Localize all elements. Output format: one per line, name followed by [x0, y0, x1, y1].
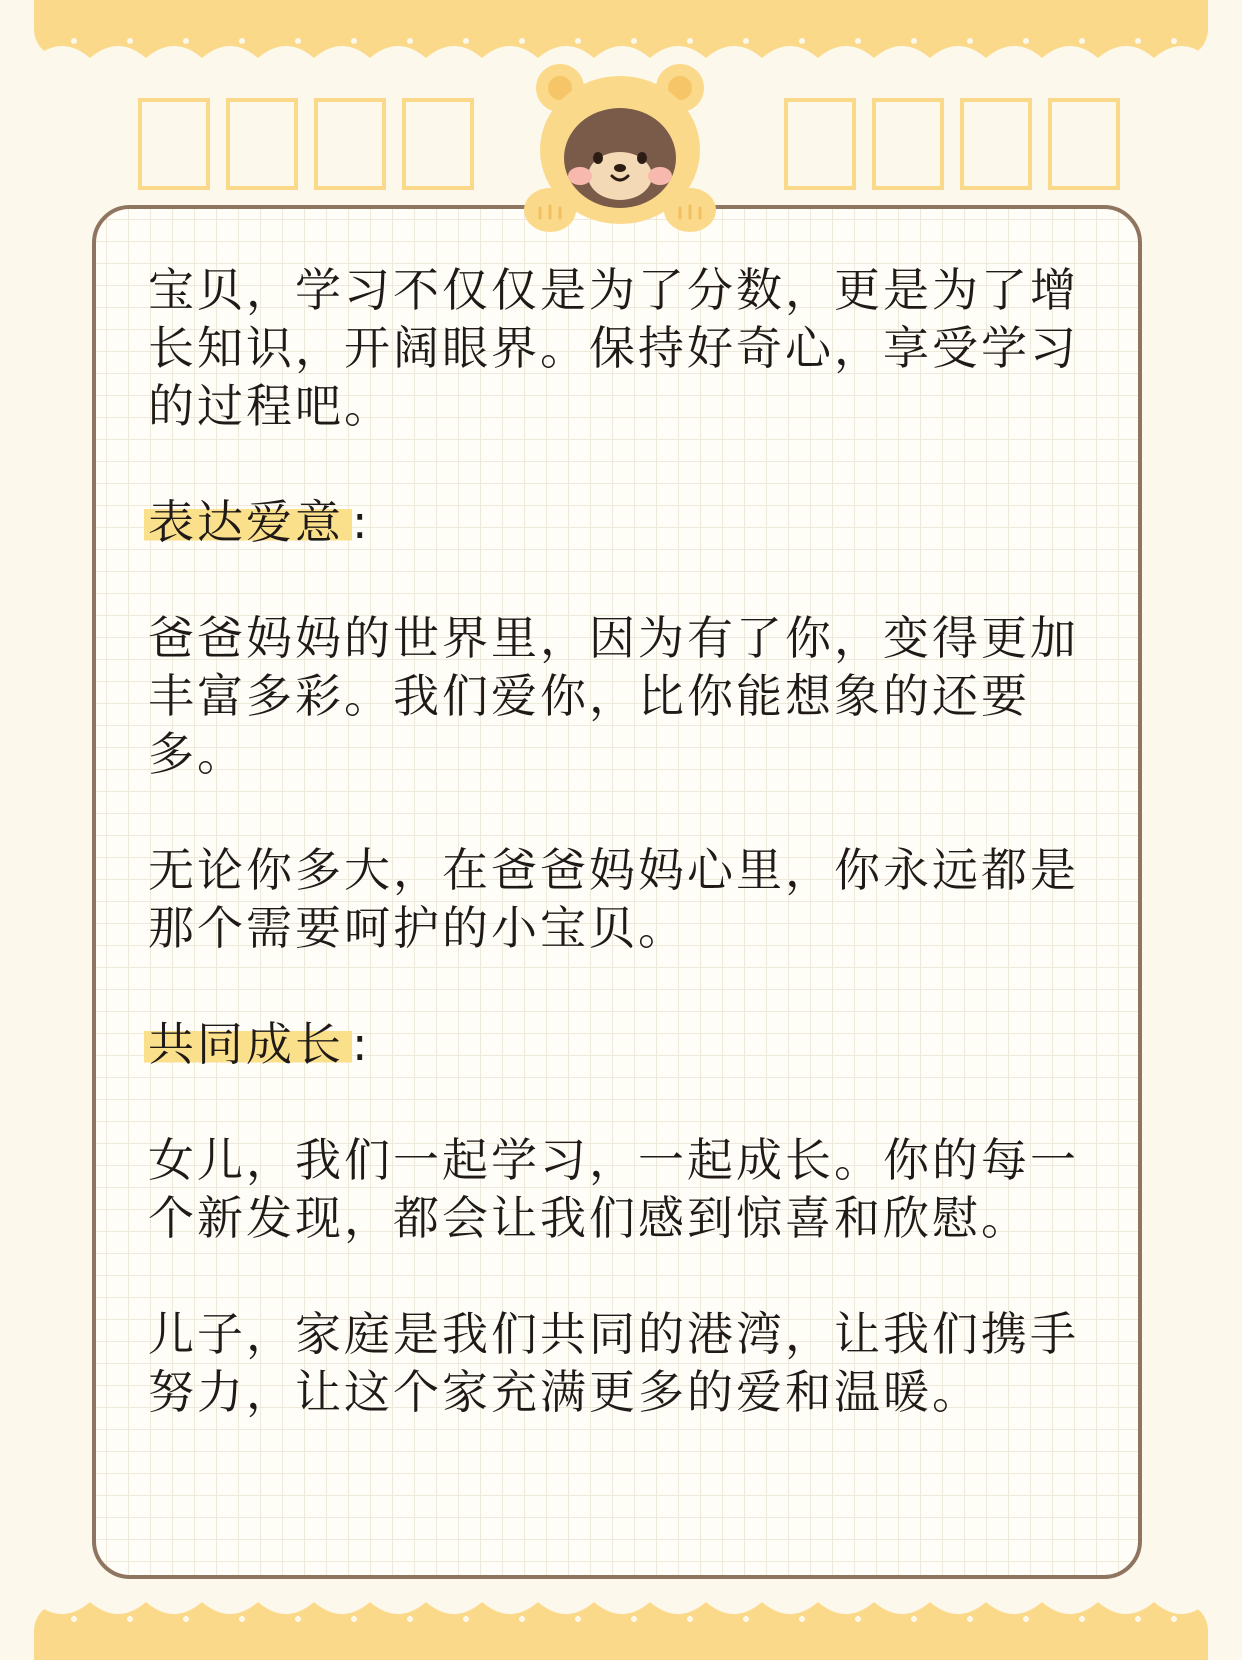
- decorative-box: [402, 98, 474, 190]
- decorative-box: [1048, 98, 1120, 190]
- note-card: [92, 205, 1142, 1579]
- heading-grow-together: [148, 1015, 1098, 1073]
- heading-grow-together-text: 共同成长: [144, 1015, 352, 1073]
- paragraph-parents-world: 爸爸妈妈的世界里，因为有了你，变得更加丰富多彩。我们爱你，比你能想象的还要多。: [148, 611, 1079, 781]
- decorative-box: [784, 98, 856, 190]
- bottom-scallop-dots: [34, 1602, 1208, 1660]
- top-scallop-dots: [34, 0, 1208, 58]
- paragraph-daughter: 女儿，我们一起学习，一起成长。你的每一个新发现，都会让我们感到惊喜和欣慰。: [148, 1133, 1079, 1245]
- heading-express-love: [148, 493, 1098, 551]
- bear-in-yellow-costume-icon: [520, 58, 720, 233]
- paragraph-son: 儿子，家庭是我们共同的港湾，让我们携手努力，让这个家充满更多的爱和温暖。: [148, 1307, 1079, 1419]
- heading-express-love-colon: :: [352, 495, 371, 549]
- top-scallop-border: [34, 0, 1208, 58]
- decorative-box: [314, 98, 386, 190]
- paragraph-study: 宝贝，学习不仅仅是为了分数，更是为了增长知识，开阔眼界。保持好奇心，享受学习的过程吧。: [148, 263, 1079, 433]
- decorative-box: [960, 98, 1032, 190]
- decorative-box: [138, 98, 210, 190]
- heading-grow-together-colon: :: [352, 1017, 371, 1071]
- paragraph-little-baby: 无论你多大，在爸爸妈妈心里，你永远都是那个需要呵护的小宝贝。: [148, 843, 1079, 955]
- decorative-box: [872, 98, 944, 190]
- decorative-box: [226, 98, 298, 190]
- heading-express-love-text: 表达爱意: [144, 493, 352, 551]
- bottom-scallop-border: [34, 1602, 1208, 1660]
- note-content: [148, 261, 1098, 1421]
